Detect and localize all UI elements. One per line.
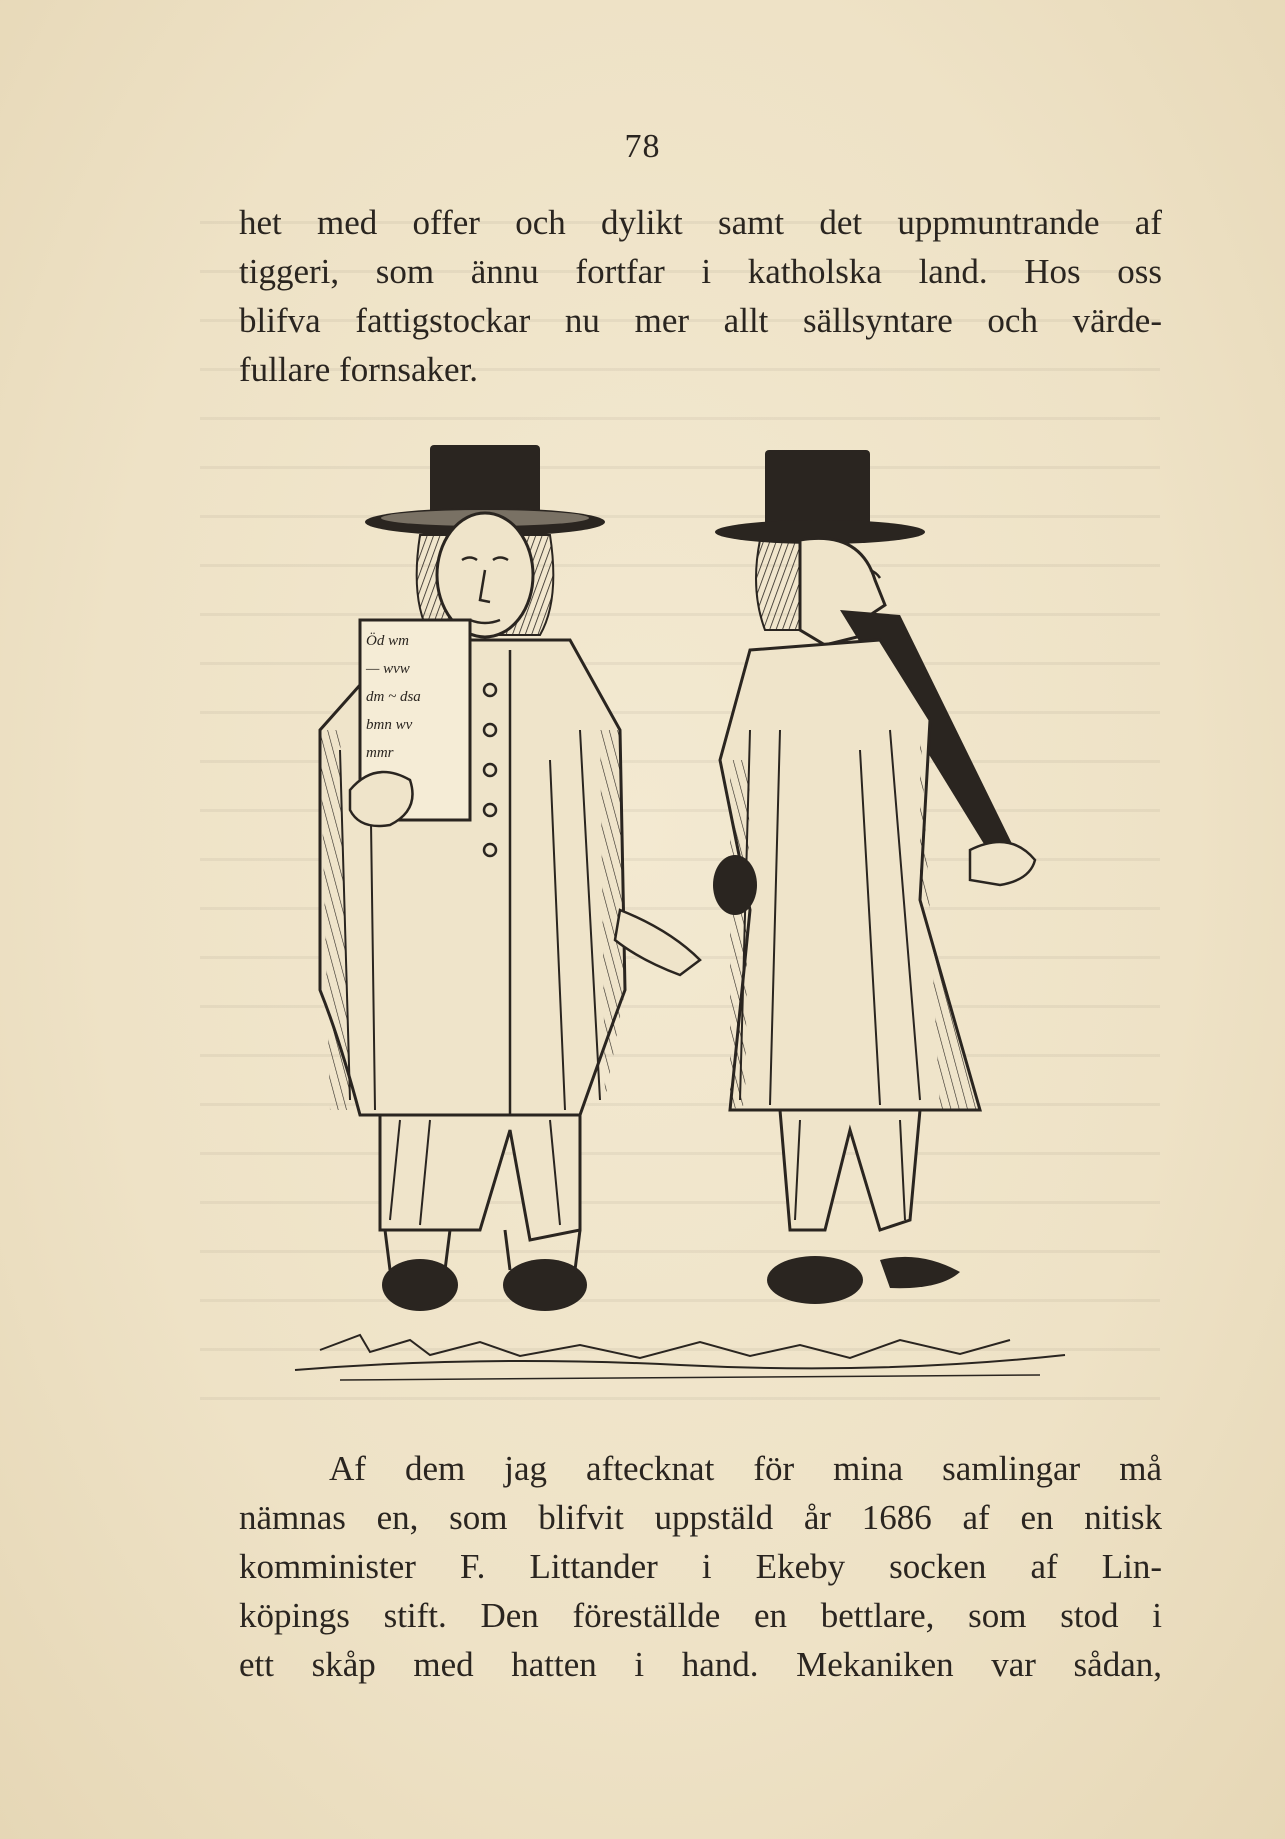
ground-hatching bbox=[295, 1335, 1065, 1380]
text-line: komminister F. Littander i Ekeby socken af Lin- bbox=[239, 1547, 1162, 1586]
engraving-illustration bbox=[280, 430, 1080, 1390]
bottom-paragraph bbox=[239, 1444, 1162, 1689]
sign-line: — wvw bbox=[366, 661, 410, 677]
text-line: nämnas en, som blifvit uppstäld år 1686 af en nitisk bbox=[239, 1498, 1162, 1537]
sign-line: mmr bbox=[366, 745, 394, 761]
beggar-figures-drawing bbox=[280, 430, 1080, 1390]
text-line: het med offer och dylikt samt det uppmuntrande af bbox=[239, 203, 1162, 242]
sign-line: Öd wm bbox=[366, 633, 409, 649]
left-beggar-figure bbox=[320, 445, 700, 1311]
page-number: 78 bbox=[624, 128, 661, 165]
sign-line: dm ~ dsa bbox=[366, 689, 421, 705]
text-line: ett skåp med hatten i hand. Mekaniken var sådan, bbox=[239, 1645, 1162, 1684]
text-line: blifva fattigstockar nu mer allt sällsyntare och värde- bbox=[239, 301, 1162, 340]
text-line: Af dem jag aftecknat för mina samlingar må bbox=[329, 1449, 1162, 1488]
sign-line: bmn wv bbox=[366, 717, 413, 733]
text-line: tiggeri, som ännu fortfar i katholska land. Hos oss bbox=[239, 252, 1162, 291]
top-paragraph bbox=[239, 198, 1162, 394]
text-line: fullare fornsaker. bbox=[239, 350, 479, 389]
text-line: köpings stift. Den föreställde en bettlare, som stod i bbox=[239, 1596, 1162, 1635]
right-beggar-figure bbox=[713, 450, 1035, 1304]
